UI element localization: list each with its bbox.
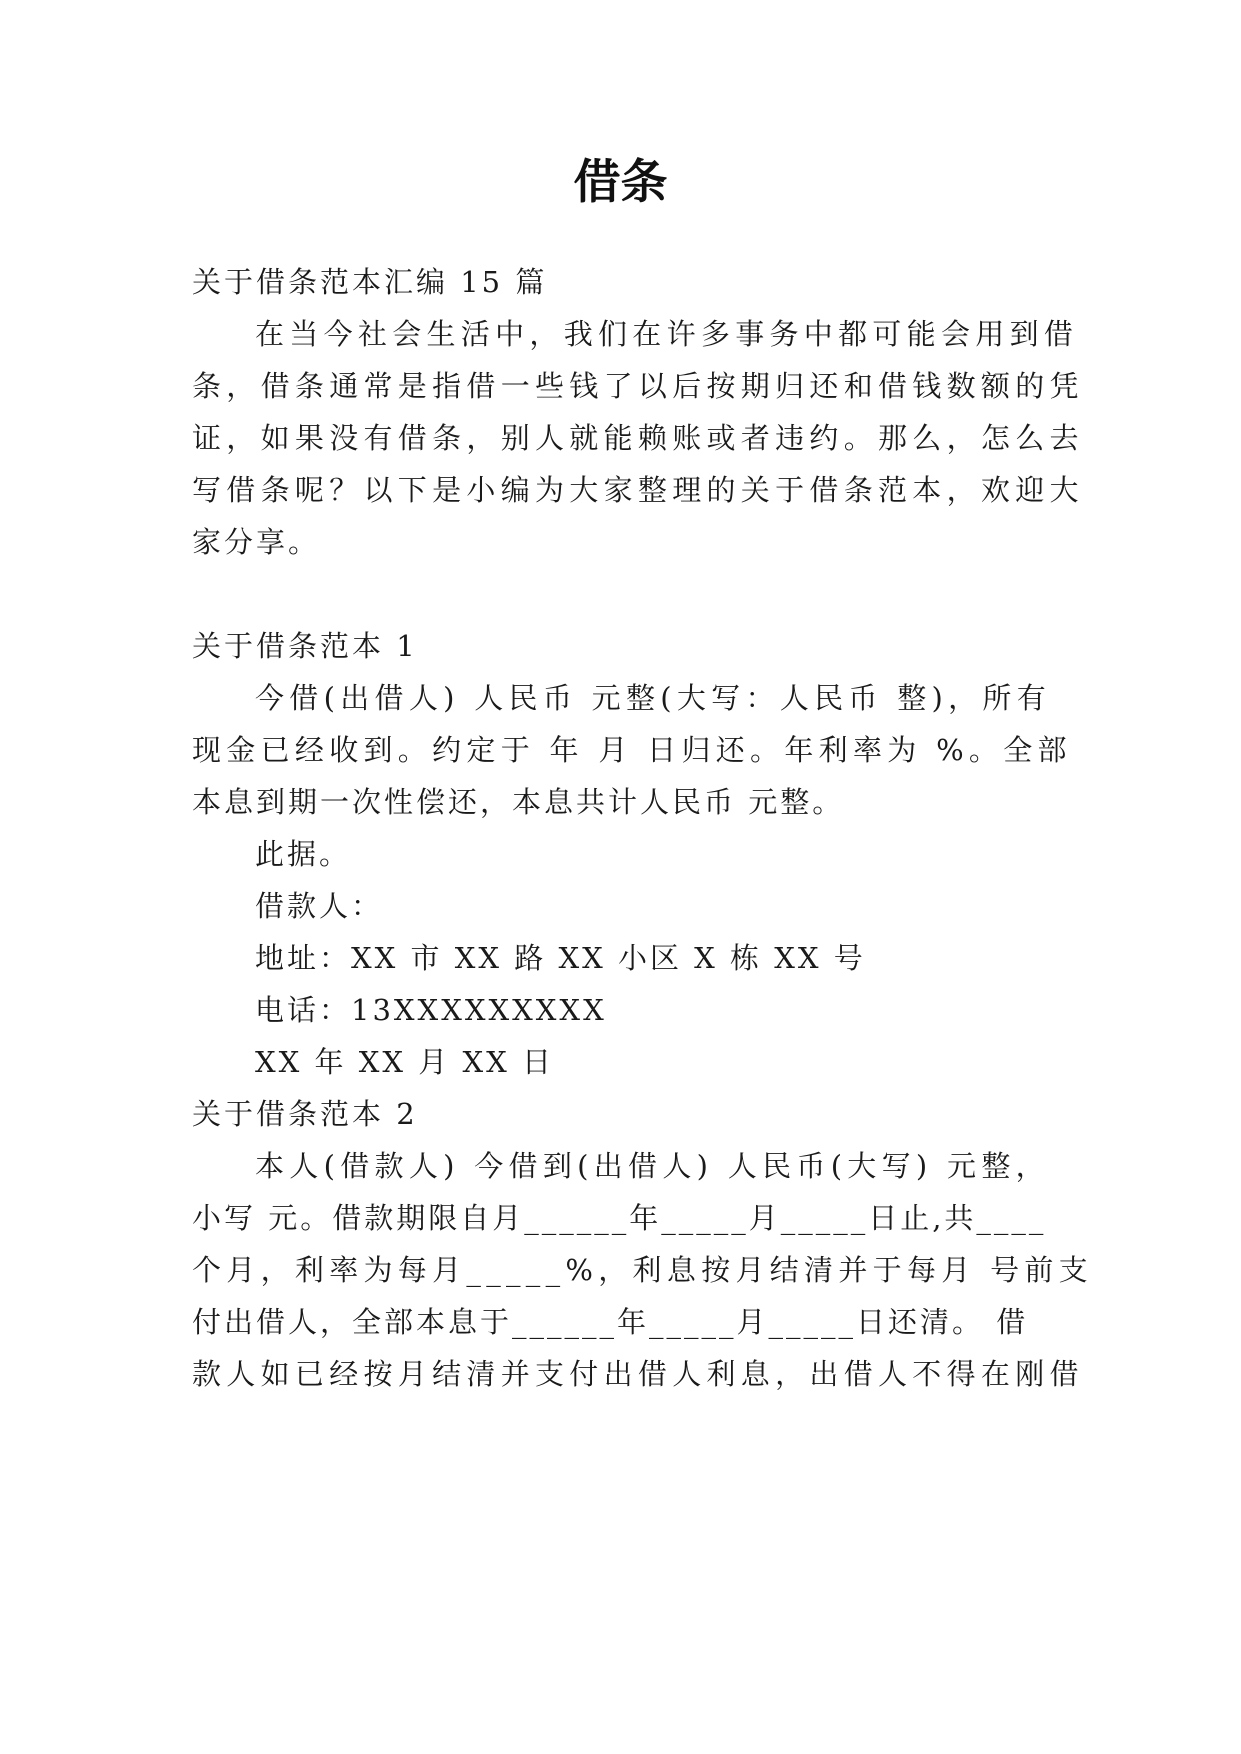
sample1-address: 地址：XX 市 XX 路 XX 小区 X 栋 XX 号	[255, 941, 866, 975]
collection-heading: 关于借条范本汇编 15 篇	[192, 265, 548, 299]
sample2-line-3: 个月，利率为每月_____%，利息按月结清并于每月 号前支	[192, 1253, 1093, 1287]
intro-line-5: 家分享。	[192, 525, 321, 559]
sample1-line-3: 本息到期一次性偿还，本息共计人民币 元整。	[192, 785, 845, 819]
sample2-line-2: 小写 元。借款期限自月______年_____月_____日止,共____	[192, 1201, 1047, 1235]
intro-line-3: 证，如果没有借条，别人就能赖账或者违约。那么，怎么去	[192, 421, 1084, 455]
sample1-heading: 关于借条范本 1	[192, 629, 418, 663]
sample1-line-2: 现金已经收到。约定于 年 月 日归还。年利率为 %。全部	[192, 733, 1072, 767]
intro-line-1: 在当今社会生活中，我们在许多事务中都可能会用到借	[255, 317, 1079, 351]
sample1-note: 此据。	[255, 837, 352, 871]
intro-line-4: 写借条呢？以下是小编为大家整理的关于借条范本，欢迎大	[192, 473, 1084, 507]
sample2-line-1: 本人(借款人) 今借到(出借人) 人民币(大写) 元整，	[255, 1149, 1050, 1183]
document-title: 借条	[573, 155, 668, 210]
sample2-line-5: 款人如已经按月结清并支付出借人利息，出借人不得在刚借	[192, 1357, 1084, 1391]
sample1-date: XX 年 XX 月 XX 日	[255, 1045, 554, 1079]
sample2-heading: 关于借条范本 2	[192, 1097, 418, 1131]
sample1-phone: 电话：13XXXXXXXXX	[255, 993, 607, 1027]
sample1-borrower-label: 借款人：	[255, 889, 384, 923]
intro-line-2: 条，借条通常是指借一些钱了以后按期归还和借钱数额的凭	[192, 369, 1084, 403]
sample2-line-4: 付出借人，全部本息于______年_____月_____日还清。 借	[192, 1305, 1029, 1339]
sample1-line-1: 今借(出借人) 人民币 元整(大写：人民币 整)，所有	[255, 681, 1052, 715]
